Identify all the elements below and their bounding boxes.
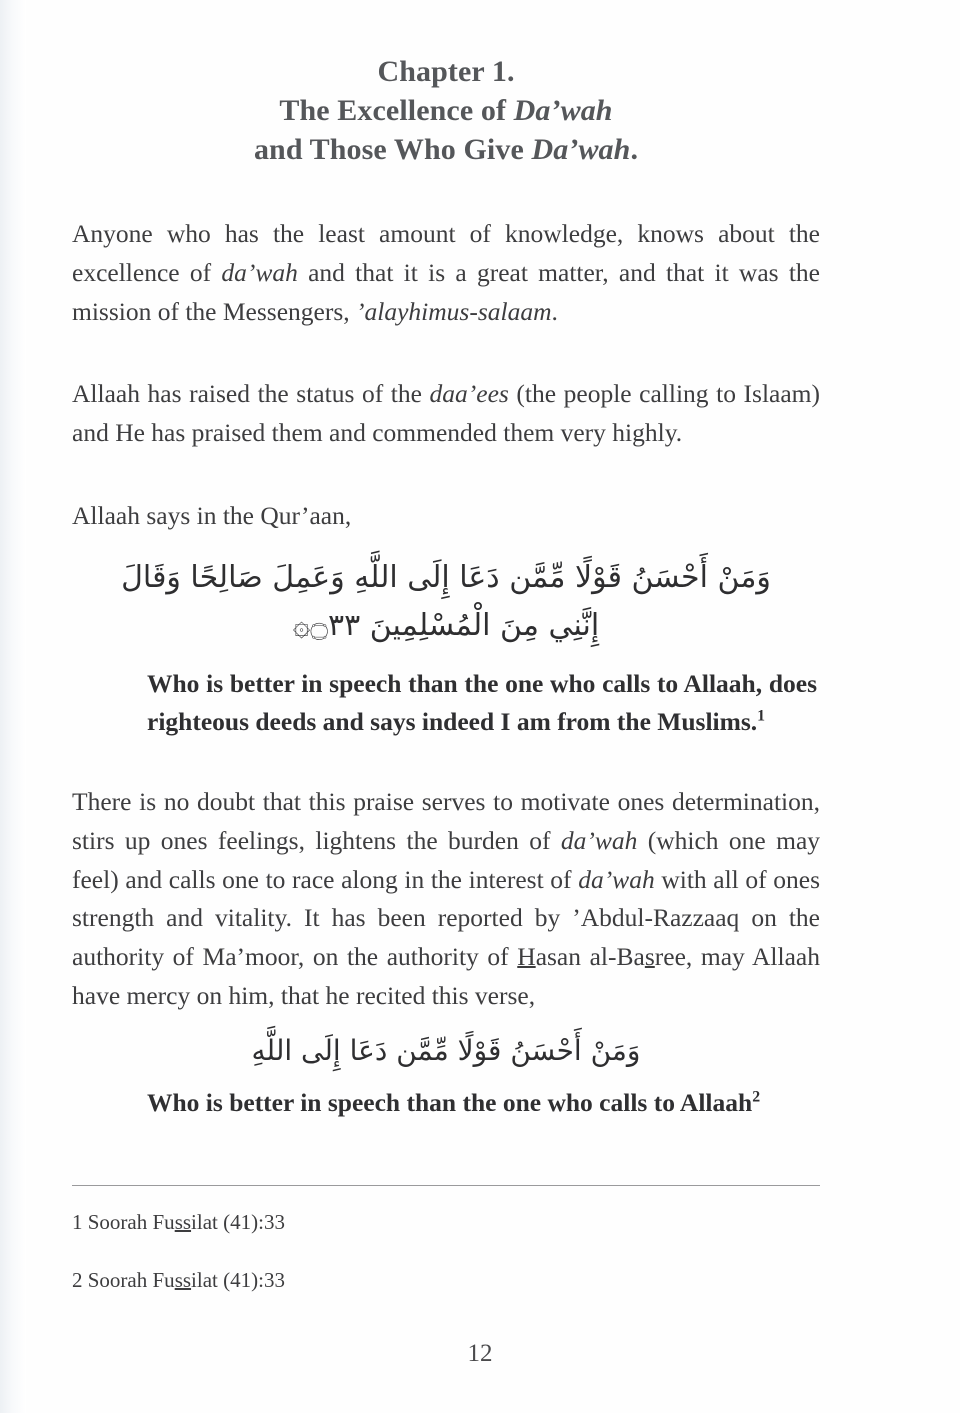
paragraph-no-doubt [72,783,820,1016]
paragraph-no-doubt-italic-dawah-1: da’wah [560,825,638,855]
translation-quote-second [72,1084,820,1122]
chapter-heading [72,0,820,169]
translation-quote-second-text: Who is better in speech than the one who calls to Allaah [147,1087,753,1117]
chapter-heading-line-3-italic: Da’wah [531,133,631,166]
paragraph-status-part-2: (the people calling to Islaam) and He has praised them and commended them very highly. [72,379,821,447]
paragraph-quran-lead-in: Allaah says in the Qur’aan, [72,500,352,530]
footnote-2-after: ilat (41):33 [191,1268,285,1293]
page-number: 12 [467,1340,493,1367]
chapter-heading-line-3 [72,130,820,169]
footnote-reference-2: 2 [752,1088,761,1106]
footnote-2-underline: ss [174,1268,192,1293]
footnote-section [72,1185,820,1325]
chapter-heading-line-3-text: and Those Who Give [253,133,532,166]
chapter-heading-line-2-text: The Excellence of [279,94,514,127]
chapter-heading-line-2 [72,91,820,130]
translation-quote-first [72,665,820,742]
paragraph-no-doubt-part-4: asan al-Ba [535,942,645,972]
footnote-1-underline: ss [174,1210,192,1234]
paragraph-no-doubt-part-1: There is no doubt that this praise serves to motivate ones determination, stirs up ones feelings, lightens the burden of [72,787,820,855]
footnote-item-1 [72,1208,820,1236]
paragraph-no-doubt-part-2: (which one may feel) and calls one to race along in the interest of [72,825,821,894]
chapter-heading-line-2-italic: Da’wah [513,94,613,127]
chapter-heading-line-1: Chapter 1. [377,55,515,88]
paragraph-intro [72,215,820,331]
footnote-1-marker: 1 [72,1210,83,1234]
translation-quote-first-text: Who is better in speech than the one who calls to Allaah, does righteous deeds and says indeed I am from the Muslims. [147,668,817,736]
paragraph-intro-part-3: . [551,296,558,326]
paragraph-no-doubt-italic-dawah-2: da’wah [578,864,655,894]
paragraph-status-italic-daaees: daa’ees [429,379,509,409]
scan-edge-shadow [0,0,26,1413]
footnote-separator-rule [72,1185,820,1186]
paragraph-no-doubt-part-3: with all of ones strength and vitality. It has been reported by ’Abdul-Razzaaq on the authority of Ma’moor, on the authority of [72,864,820,972]
footnote-2-marker: 2 [72,1268,83,1293]
paragraph-status [72,375,820,453]
footnote-item-2 [72,1266,820,1294]
page-content [72,0,820,1122]
paragraph-status-part-1: Allaah has raised the status of the [72,379,430,409]
paragraph-intro-part-1: Anyone who has the least amount of knowledge, knows about the excellence of [72,219,820,287]
paragraph-intro-italic-alayhimus-salaam: ’alayhimus-salaam [356,296,552,326]
quran-verse-full-line-2: إِنَّنِي مِنَ الْمُسْلِمِينَ ۝٣٣۞ [292,608,600,644]
footnote-reference-1: 1 [757,707,766,725]
paragraph-no-doubt-underline-hasan: H [517,942,536,972]
paragraph-no-doubt-underline-basree: s [644,942,655,972]
paragraph-intro-part-2: and that it is a great matter, and that it was the mission of the Messengers, [72,257,820,326]
paragraph-no-doubt-part-5: ree, may Allaah have mercy on him, that he recited this verse, [72,942,820,1010]
quran-verse-full-line-1: وَمَنْ أَحْسَنُ قَوْلًا مِّمَّن دَعَا إِلَى اللَّهِ وَعَمِلَ صَالِحًا وَقَالَ [121,559,771,595]
quran-verse-short: وَمَنْ أَحْسَنُ قَوْلًا مِّمَّن دَعَا إِلَى اللَّهِ [251,1033,641,1067]
footnote-1-after: ilat (41):33 [191,1210,285,1234]
footnote-2-before: Soorah Fu [82,1268,175,1293]
chapter-heading-line-3-period: . [630,133,639,166]
paragraph-intro-italic-dawah: da’wah [221,257,298,287]
footnote-1-before: Soorah Fu [82,1210,175,1234]
quran-verse-full [72,554,820,651]
